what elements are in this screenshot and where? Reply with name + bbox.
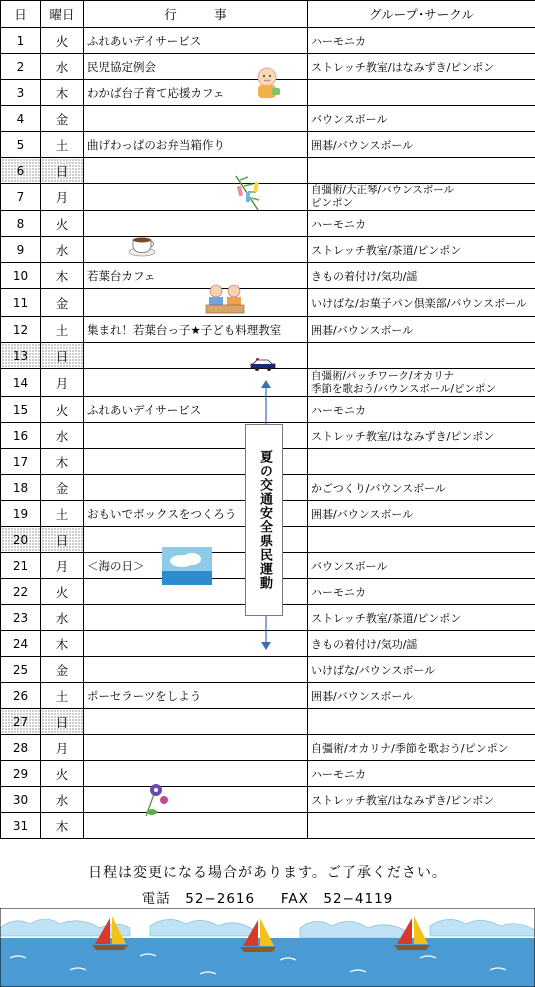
- event-cell: 曲げわっぱのお弁当箱作り: [84, 132, 308, 158]
- group-cell: [308, 80, 535, 106]
- day-cell: 6: [1, 158, 41, 184]
- header-events: 行 事: [84, 1, 308, 28]
- weekday-cell: 月: [41, 184, 84, 211]
- weekday-cell: 水: [41, 54, 84, 80]
- day-cell: 13: [1, 343, 41, 369]
- schedule-row: [1, 657, 535, 683]
- event-cell: ふれあいデイサービス: [84, 28, 308, 54]
- event-cell: ふれあいデイサービス: [84, 397, 308, 423]
- sea-sailboats-illustration: [0, 908, 535, 987]
- group-cell: [308, 343, 535, 369]
- group-line: 自彊術/パッチワーク/オカリナ: [311, 369, 455, 382]
- schedule-row: [1, 28, 535, 54]
- event-cell: [84, 709, 308, 735]
- header-row: [1, 1, 535, 28]
- weekday-cell: 土: [41, 132, 84, 158]
- group-cell: 囲碁/バウンスボール: [308, 132, 535, 158]
- weekday-cell: 月: [41, 735, 84, 761]
- event-cell: 民児協定例会: [84, 54, 308, 80]
- schedule-row: [1, 317, 535, 343]
- weekday-cell: 水: [41, 787, 84, 813]
- contact-phone-fax: 電話 52−2616 FAX 52−4119: [141, 891, 394, 907]
- day-cell: 7: [1, 184, 41, 211]
- event-cell: [84, 631, 308, 657]
- weekday-cell: 日: [41, 527, 84, 553]
- day-cell: 27: [1, 709, 41, 735]
- group-cell: [308, 158, 535, 184]
- weekday-cell: 土: [41, 683, 84, 709]
- day-cell: 31: [1, 813, 41, 839]
- header-weekday: 曜日: [41, 1, 84, 28]
- group-cell: [308, 813, 535, 839]
- day-cell: 29: [1, 761, 41, 787]
- weekday-cell: 金: [41, 289, 84, 317]
- weekday-cell: 水: [41, 605, 84, 631]
- group-cell: [308, 449, 535, 475]
- schedule-row: [1, 237, 535, 263]
- day-cell: 16: [1, 423, 41, 449]
- weekday-cell: 木: [41, 631, 84, 657]
- event-cell: [84, 657, 308, 683]
- weekday-cell: 火: [41, 397, 84, 423]
- group-line: ピンポン: [311, 197, 353, 209]
- day-cell: 23: [1, 605, 41, 631]
- header-groups: グループ･サークル: [308, 1, 535, 28]
- schedule-row: [1, 761, 535, 787]
- event-cell: わかば台子育て応援カフェ: [84, 80, 308, 106]
- day-cell: 8: [1, 211, 41, 237]
- day-cell: 22: [1, 579, 41, 605]
- weekday-cell: 火: [41, 211, 84, 237]
- day-cell: 24: [1, 631, 41, 657]
- weekday-cell: 日: [41, 343, 84, 369]
- schedule-row: [1, 735, 535, 761]
- event-cell: 集まれ！若葉台っ子★子ども料理教室: [84, 317, 308, 343]
- day-cell: 21: [1, 553, 41, 579]
- schedule-row: [1, 289, 535, 317]
- group-cell: ストレッチ教室/はなみずき/ピンポン: [308, 787, 535, 813]
- schedule-note: 日程は変更になる場合があります。ご了承ください。: [88, 865, 447, 881]
- group-cell: ストレッチ教室/茶道/ピンポン: [308, 605, 535, 631]
- group-cell: いけばな/バウンスボール: [308, 657, 535, 683]
- group-cell: ストレッチ教室/はなみずき/ピンポン: [308, 54, 535, 80]
- weekday-cell: 火: [41, 28, 84, 54]
- schedule-row: [1, 709, 535, 735]
- schedule-row: [1, 132, 535, 158]
- day-cell: 15: [1, 397, 41, 423]
- group-cell: 囲碁/バウンスボール: [308, 317, 535, 343]
- day-cell: 28: [1, 735, 41, 761]
- header-day: 日: [1, 1, 41, 28]
- event-cell: ポーセラーツをしよう: [84, 683, 308, 709]
- event-cell: 若葉台カフェ: [84, 263, 308, 289]
- police-car-icon: [250, 356, 276, 372]
- group-cell: ハーモニカ: [308, 211, 535, 237]
- day-cell: 30: [1, 787, 41, 813]
- event-cell: [84, 761, 308, 787]
- weekday-cell: 木: [41, 449, 84, 475]
- weekday-cell: 日: [41, 709, 84, 735]
- weekday-cell: 木: [41, 813, 84, 839]
- day-cell: 5: [1, 132, 41, 158]
- event-cell: [84, 237, 308, 263]
- schedule-row: [1, 683, 535, 709]
- group-cell: ストレッチ教室/茶道/ピンポン: [308, 237, 535, 263]
- schedule-row: [1, 211, 535, 237]
- day-cell: 12: [1, 317, 41, 343]
- weekday-cell: 日: [41, 158, 84, 184]
- event-cell: [84, 158, 308, 184]
- day-cell: 18: [1, 475, 41, 501]
- group-cell: かごつくり/バウンスボール: [308, 475, 535, 501]
- day-cell: 9: [1, 237, 41, 263]
- day-cell: 2: [1, 54, 41, 80]
- group-cell: バウンスボール: [308, 553, 535, 579]
- group-line: 季節を歌おう/バウンスボール/ピンポン: [311, 382, 497, 395]
- day-cell: 26: [1, 683, 41, 709]
- weekday-cell: 金: [41, 657, 84, 683]
- group-cell: 囲碁/バウンスボール: [308, 683, 535, 709]
- group-cell: ハーモニカ: [308, 28, 535, 54]
- weekday-cell: 木: [41, 80, 84, 106]
- weekday-cell: 土: [41, 501, 84, 527]
- group-cell: 自彊術/オカリナ/季節を歌おう/ピンポン: [308, 735, 535, 761]
- event-cell: [84, 211, 308, 237]
- day-cell: 11: [1, 289, 41, 317]
- weekday-cell: 金: [41, 106, 84, 132]
- group-cell: ストレッチ教室/はなみずき/ピンポン: [308, 423, 535, 449]
- schedule-row: [1, 106, 535, 132]
- weekday-cell: 月: [41, 553, 84, 579]
- group-cell: [308, 709, 535, 735]
- group-cell: [308, 369, 535, 397]
- coffee-cup-icon: [128, 232, 158, 258]
- weekday-cell: 土: [41, 317, 84, 343]
- event-cell: [84, 369, 308, 397]
- event-cell: [84, 813, 308, 839]
- day-cell: 3: [1, 80, 41, 106]
- weekday-cell: 水: [41, 237, 84, 263]
- day-cell: 19: [1, 501, 41, 527]
- group-line: 自彊術/大正琴/バウンスボール: [311, 184, 455, 196]
- group-cell: いけばな/お菓子パン倶楽部/バウンスボール: [308, 289, 535, 317]
- group-cell: [308, 527, 535, 553]
- event-cell: [84, 289, 308, 317]
- day-cell: 1: [1, 28, 41, 54]
- traffic-safety-banner: [245, 424, 283, 616]
- banner-text: 夏の交通安全県民運動: [257, 450, 272, 590]
- group-cell: 囲碁/バウンスボール: [308, 501, 535, 527]
- day-cell: 25: [1, 657, 41, 683]
- schedule-row: [1, 787, 535, 813]
- weekday-cell: 月: [41, 369, 84, 397]
- group-cell: ハーモニカ: [308, 397, 535, 423]
- group-cell: きもの着付け/気功/謡: [308, 631, 535, 657]
- weekday-cell: 木: [41, 263, 84, 289]
- event-cell: ＜海の日＞: [84, 553, 308, 579]
- weekday-cell: 火: [41, 761, 84, 787]
- children-cooking-icon: [205, 283, 245, 315]
- day-cell: 4: [1, 106, 41, 132]
- event-cell: おもいでボックスをつくろう: [84, 501, 308, 527]
- weekday-cell: 金: [41, 475, 84, 501]
- event-cell: [84, 787, 308, 813]
- weekday-cell: 火: [41, 579, 84, 605]
- group-cell: ハーモニカ: [308, 579, 535, 605]
- group-cell: きもの着付け/気功/謡: [308, 263, 535, 289]
- day-cell: 20: [1, 527, 41, 553]
- day-cell: 14: [1, 369, 41, 397]
- day-cell: 17: [1, 449, 41, 475]
- event-cell: [84, 184, 308, 211]
- baby-icon: [252, 66, 282, 100]
- schedule-row: [1, 263, 535, 289]
- group-cell: [308, 184, 535, 211]
- group-cell: ハーモニカ: [308, 761, 535, 787]
- weekday-cell: 水: [41, 423, 84, 449]
- schedule-row: [1, 813, 535, 839]
- event-cell: [84, 106, 308, 132]
- event-cell: [84, 735, 308, 761]
- day-cell: 10: [1, 263, 41, 289]
- tanabata-icon: [228, 174, 268, 212]
- group-cell: バウンスボール: [308, 106, 535, 132]
- morning-glory-icon: [142, 782, 170, 818]
- ocean-sky-icon: [162, 547, 212, 585]
